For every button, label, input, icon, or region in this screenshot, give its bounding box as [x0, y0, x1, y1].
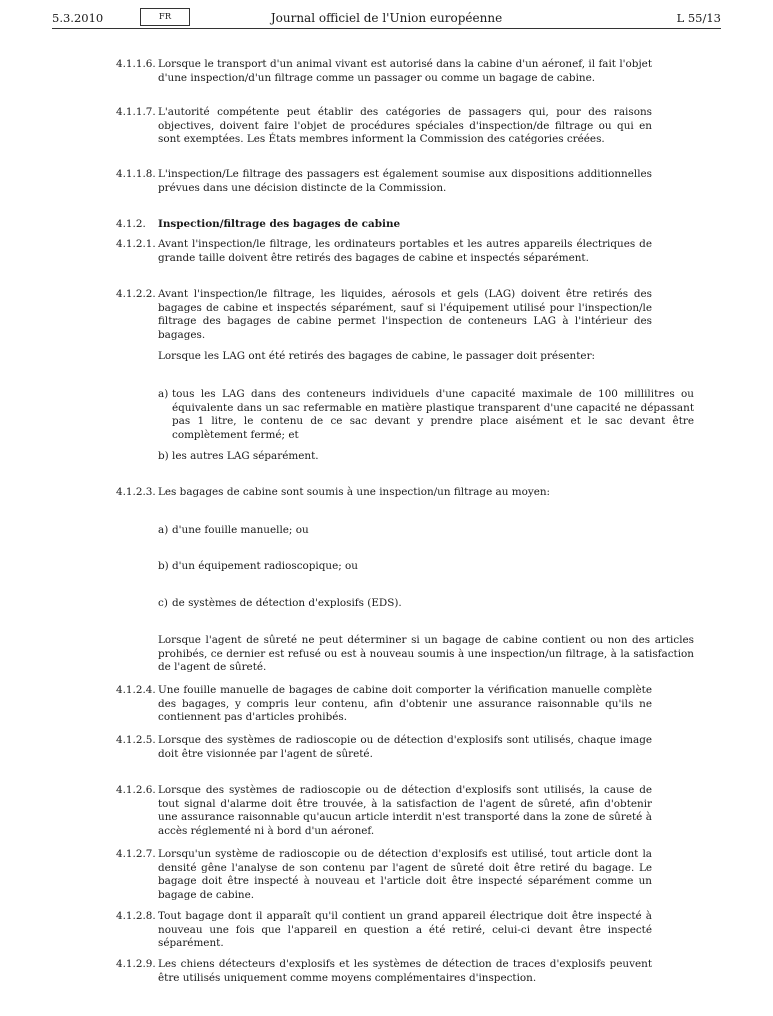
section-4-1-2-7	[116, 848, 652, 902]
language-badge: FR	[140, 8, 190, 26]
list-text: d'un équipement radioscopique; ou	[172, 560, 359, 572]
publication-date: 5.3.2010	[52, 11, 104, 25]
section-4-1-2-8	[116, 910, 652, 951]
list-text: d'une fouille manuelle; ou	[172, 524, 309, 536]
section-text: Avant l'inspection/le filtrage, les ordinateurs portables et les autres appareils électriques de grande taille doivent être retirés des bagages de cabine et inspectés séparément.	[158, 238, 652, 264]
list-label: b)	[158, 450, 169, 462]
list-label: a)	[158, 388, 169, 400]
section-text: Tout bagage dont il apparaît qu'il contient un grand appareil électrique doit être inspecté à nouveau une fois que l'appareil en question a été retiré, celui-ci devant être inspecté séparément.	[158, 910, 652, 950]
section-number: 4.1.1.6.	[116, 58, 156, 70]
section-text: L'autorité compétente peut établir des catégories de passagers qui, pour des raisons objectives, doivent faire l'objet de procédures spéciales d'inspection/de filtrage ou qui en sont exemptées. Les États membres informent la Commission des catégories créées.	[158, 106, 652, 146]
section-number: 4.1.2.3.	[116, 486, 156, 498]
section-number: 4.1.1.7.	[116, 106, 156, 118]
list-label: a)	[158, 524, 169, 536]
section-text: L'inspection/Le filtrage des passagers est également soumise aux dispositions additionnelles prévues dans une décision distincte de la Commission.	[158, 168, 652, 194]
section-4-1-1-6	[116, 58, 652, 85]
section-heading-4-1-2	[116, 218, 652, 232]
list-text: de systèmes de détection d'explosifs (EDS).	[172, 597, 402, 609]
section-4-1-1-7	[116, 106, 652, 147]
section-number: 4.1.2.6.	[116, 784, 156, 796]
list-item-c	[116, 597, 694, 611]
section-text: Les chiens détecteurs d'explosifs et les systèmes de détection de traces d'explosifs peuvent être utilisés uniquement comme moyens complémentaires d'inspection.	[158, 958, 652, 984]
section-number: 4.1.2.7.	[116, 848, 156, 860]
section-text: Lorsque des systèmes de radioscopie ou de détection d'explosifs sont utilisés, chaque image doit être visionnée par l'agent de sûreté.	[158, 734, 652, 760]
section-number: 4.1.2.8.	[116, 910, 156, 922]
list-label: b)	[158, 560, 169, 572]
list-text: les autres LAG séparément.	[172, 450, 319, 462]
section-text: Lorsque des systèmes de radioscopie ou de détection d'explosifs sont utilisés, la cause de tout signal d'alarme doit être trouvée, à la satisfaction de l'agent de sûreté, afin d'obtenir une assurance raisonnable qu'aucun article interdit n'est transporté dans la zone de sûreté à accès réglementé ni à bord d'un aéronef.	[158, 784, 652, 837]
paragraph: Lorsque l'agent de sûreté ne peut déterminer si un bagage de cabine contient ou non des articles prohibés, ce dernier est refusé ou est à nouveau soumis à une inspection/un filtrage, à la satisfaction de l'agent de sûreté.	[158, 634, 694, 674]
section-text: Une fouille manuelle de bagages de cabine doit comporter la vérification manuelle complète des bagages, y compris leur contenu, afin d'obtenir une assurance raisonnable qu'ils ne contiennent pas d'articles prohibés.	[158, 684, 652, 724]
section-4-1-2-3	[116, 486, 652, 500]
list-item-a	[116, 524, 694, 538]
journal-title: Journal officiel de l'Union européenne	[270, 11, 503, 25]
section-4-1-2-2	[116, 288, 652, 342]
section-heading: Inspection/filtrage des bagages de cabine	[158, 218, 401, 230]
list-item-a	[116, 388, 694, 442]
section-number: 4.1.1.8.	[116, 168, 156, 180]
section-text: Lorsque le transport d'un animal vivant est autorisé dans la cabine d'un aéronef, il fait l'objet d'une inspection/d'un filtrage comme un passager ou comme un bagage de cabine.	[158, 58, 652, 84]
section-4-1-1-8	[116, 168, 652, 195]
section-4-1-2-1	[116, 238, 652, 265]
page-number: L 55/13	[676, 11, 721, 25]
list-item-b	[116, 560, 694, 574]
section-number: 4.1.2.4.	[116, 684, 156, 696]
paragraph: Lorsque les LAG ont été retirés des bagages de cabine, le passager doit présenter:	[158, 350, 596, 362]
section-number: 4.1.2.5.	[116, 734, 156, 746]
list-text: tous les LAG dans des conteneurs individuels d'une capacité maximale de 100 millilitres ou équivalente dans un sac refermable en matière plastique transparent d'une capacité ne dépassant pas 1 litre, le contenu de ce sac devant y prendre place aisément et le sac devant être complètement fermé; et	[172, 388, 694, 441]
page-header	[52, 8, 721, 29]
section-text: Avant l'inspection/le filtrage, les liquides, aérosols et gels (LAG) doivent être retirés des bagages de cabine et inspectés séparément, sauf si l'équipement utilisé pour l'inspection/le filtrage des bagages de cabine permet l'inspection de conteneurs LAG à l'intérieur des bagages.	[158, 288, 652, 341]
section-4-1-2-4	[116, 684, 652, 725]
list-label: c)	[158, 597, 168, 609]
section-text: Lorsqu'un système de radioscopie ou de détection d'explosifs est utilisé, tout article dont la densité gêne l'analyse de son contenu par l'agent de sûreté doit être retiré du bagage. Le bagage doit être inspecté à nouveau et l'article doit être inspecté séparément comme un bagage de cabine.	[158, 848, 652, 901]
section-number: 4.1.2.2.	[116, 288, 156, 300]
section-number: 4.1.2.9.	[116, 958, 156, 970]
section-4-1-2-5	[116, 734, 652, 761]
section-text: Les bagages de cabine sont soumis à une inspection/un filtrage au moyen:	[158, 486, 551, 498]
section-4-1-2-9	[116, 958, 652, 985]
section-number: 4.1.2.	[116, 218, 146, 230]
section-4-1-2-6	[116, 784, 652, 838]
list-item-b	[116, 450, 694, 464]
section-number: 4.1.2.1.	[116, 238, 156, 250]
